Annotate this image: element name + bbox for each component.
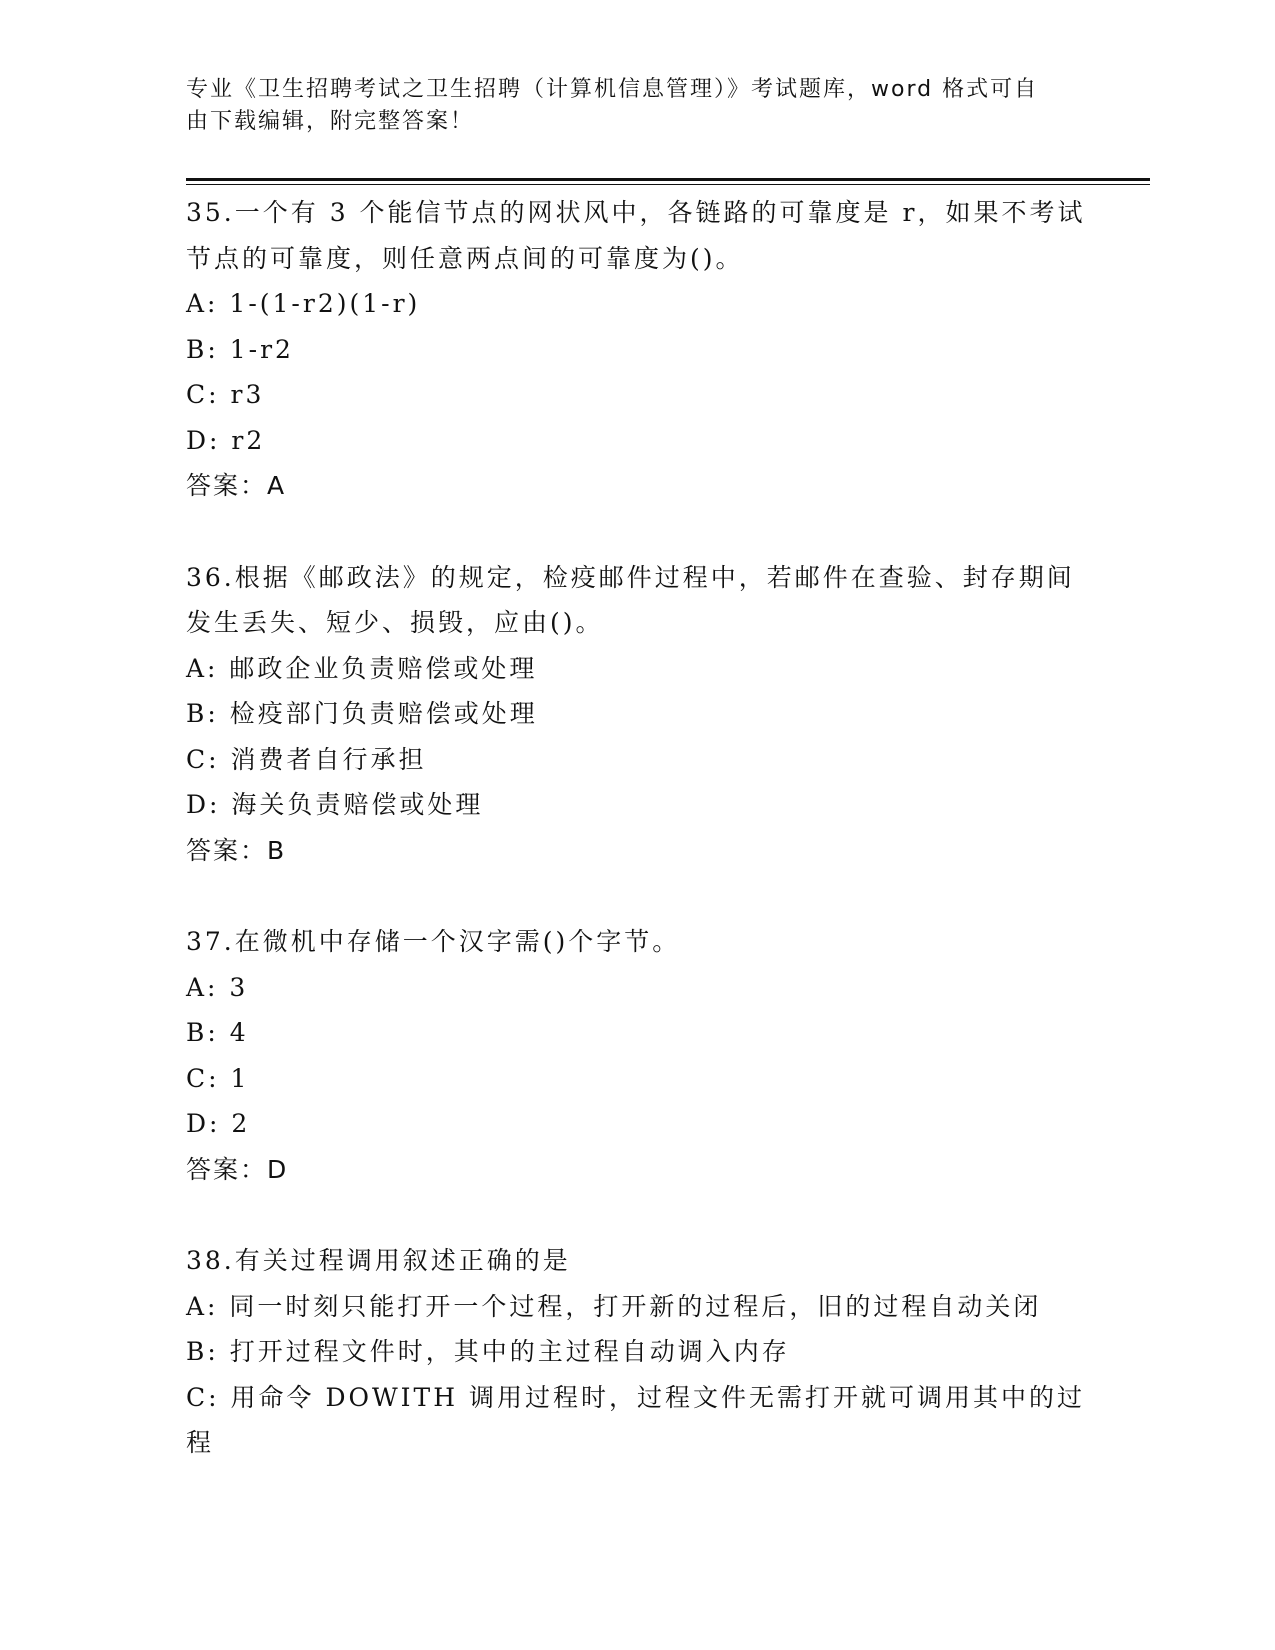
- option-a: A: 1-(1-r2)(1-r): [186, 289, 421, 318]
- question-35: [186, 190, 1086, 509]
- header-divider-thin: [186, 184, 1150, 185]
- option-c: C: 1: [186, 1063, 250, 1093]
- answer-label: 答案：A: [186, 471, 287, 500]
- option-d: D: 海关负责赔偿或处理: [186, 790, 484, 819]
- option-c: C: 用命令 DOWITH 调用过程时，过程文件无需打开就可调用其中的过程: [186, 1382, 1085, 1457]
- answer-label: 答案：B: [186, 835, 287, 865]
- header-divider-thick: [186, 178, 1150, 181]
- answer-label: 答案：D: [186, 1154, 289, 1184]
- option-c: C: r3: [186, 380, 265, 409]
- option-b: B: 检疫部门负责赔偿或处理: [186, 699, 538, 728]
- option-d: D: r2: [186, 425, 266, 455]
- option-a: A: 邮政企业负责赔偿或处理: [186, 653, 538, 683]
- document-header: [186, 74, 1066, 138]
- option-a: A: 3: [186, 972, 249, 1002]
- question-stem: 37.在微机中存储一个汉字需()个字节。: [186, 927, 681, 956]
- option-b: B: 打开过程文件时，其中的主过程自动调入内存: [186, 1337, 790, 1366]
- question-list: [186, 190, 1086, 1512]
- question-stem: 36.根据《邮政法》的规定，检疫邮件过程中，若邮件在查验、封存期间发生丢失、短少、损毁，应由()。: [186, 562, 1075, 637]
- option-c: C: 消费者自行承担: [186, 744, 427, 774]
- question-36: [186, 555, 1086, 874]
- option-b: B: 1-r2: [186, 334, 294, 364]
- question-stem: 35.一个有 3 个能信节点的网状风中，各链路的可靠度是 r，如果不考试节点的可靠度，则任意两点间的可靠度为()。: [186, 198, 1086, 273]
- question-37: [186, 919, 1086, 1192]
- option-b: B: 4: [186, 1018, 249, 1047]
- option-d: D: 2: [186, 1109, 251, 1138]
- header-line-2: 由下载编辑，附完整答案！: [186, 109, 475, 134]
- question-stem: 38.有关过程调用叙述正确的是: [186, 1246, 571, 1275]
- question-38: [186, 1238, 1086, 1466]
- header-line-1: 专业《卫生招聘考试之卫生招聘（计算机信息管理）》考试题库，word 格式可自: [186, 77, 1039, 102]
- option-a: A: 同一时刻只能打开一个过程，打开新的过程后，旧的过程自动关闭: [186, 1291, 1042, 1321]
